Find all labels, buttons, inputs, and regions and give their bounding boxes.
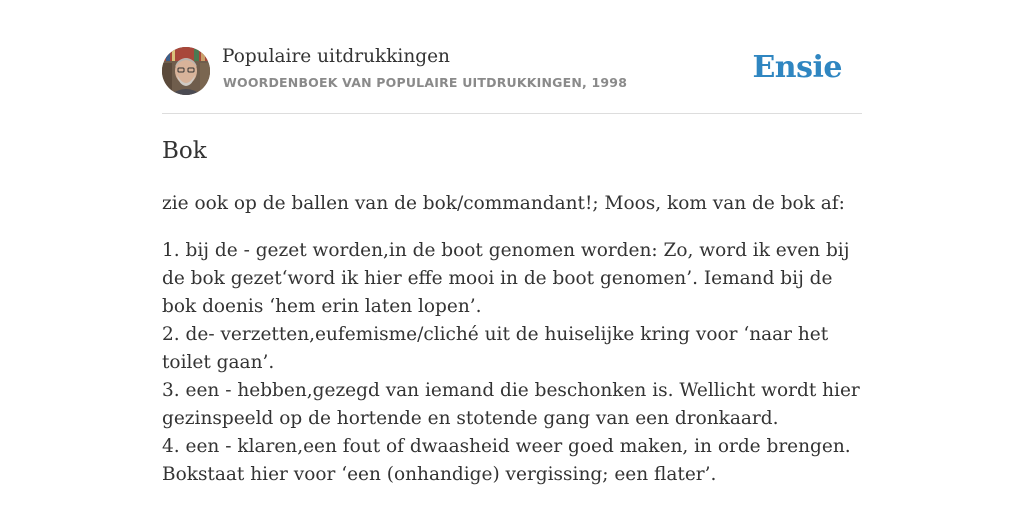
entry-headword: Bok <box>162 138 207 164</box>
definition-item: 4. een - klaren,een fout of dwaasheid weer goed maken, in orde brengen. Bokstaat hier voor ‘een (onhandige) vergissing; een flater’. <box>162 436 851 485</box>
source-subtitle: WOORDENBOEK VAN POPULAIRE UITDRUKKINGEN, 1998 <box>223 75 628 90</box>
entry-definitions <box>162 237 862 489</box>
header <box>162 46 862 96</box>
author-portrait-icon <box>162 47 210 95</box>
definition-item: 2. de- verzetten,eufemisme/cliché uit de huiselijke kring voor ‘naar het toilet gaan’. <box>162 324 829 373</box>
avatar[interactable] <box>162 47 210 95</box>
source-title[interactable]: Populaire uitdrukkingen <box>222 46 450 67</box>
definition-item: 3. een - hebben,gezegd van iemand die beschonken is. Wellicht wordt hier gezinspeeld op de hortende en stotende gang van een dronkaard. <box>162 380 860 429</box>
entry-intro: zie ook op de ballen van de bok/commandant!; Moos, kom van de bok af: <box>162 193 845 214</box>
definition-item: 1. bij de - gezet worden,in de boot genomen worden: Zo, word ik even bij de bok gezet‘word ik hier effe mooi in de boot genomen’. Iemand bij de bok doenis ‘hem erin laten lopen’. <box>162 240 850 317</box>
brand-logo[interactable]: Ensie <box>752 50 842 85</box>
divider <box>162 113 862 114</box>
